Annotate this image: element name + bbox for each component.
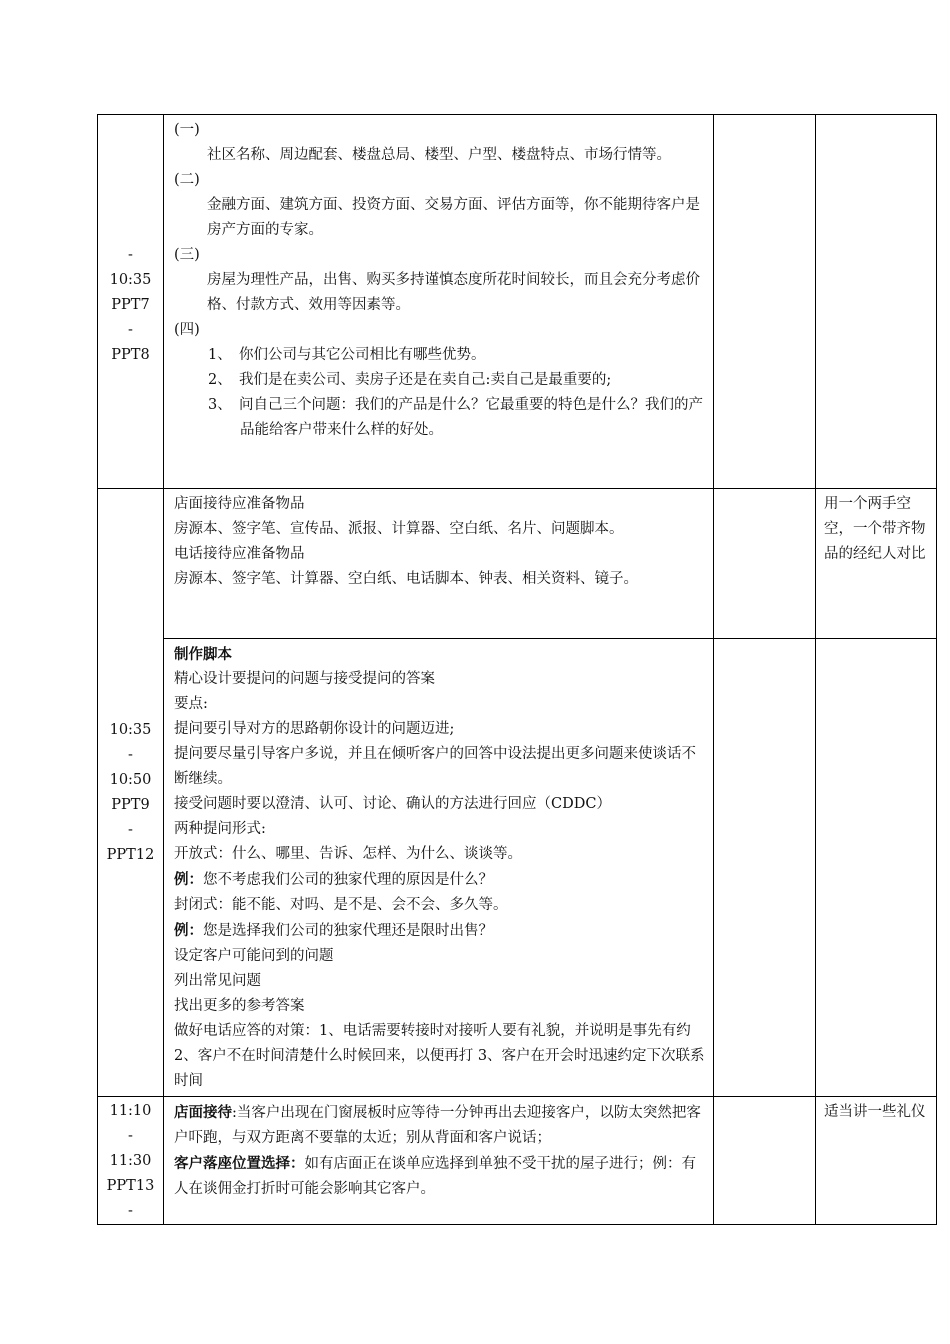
content-cell [164, 1097, 714, 1225]
content-line: 提问要引导对方的思路朝你设计的问题迈进; [174, 721, 455, 737]
content-line [174, 1151, 705, 1202]
time-line: 10:35 [109, 721, 152, 738]
empty-cell [714, 1097, 816, 1225]
content-line: 精心设计要提问的问题与接受提问的答案 [174, 671, 435, 687]
empty-cell [714, 489, 816, 639]
time-line: PPT9 [111, 796, 150, 813]
content-line: 列出常见问题 [174, 973, 261, 989]
note-cell [816, 639, 937, 1097]
list-item: 2、 我们是在卖公司、卖房子还是在卖自己:卖自己是最重要的; [208, 372, 612, 388]
time-cell [98, 1097, 164, 1225]
content-line: 封闭式：能不能、对吗、是不是、会不会、多久等。 [174, 897, 508, 913]
bold-label: 客户落座位置选择： [174, 1155, 305, 1172]
bold-label: 店面接待 [174, 1104, 232, 1121]
example-label: 例： [174, 871, 203, 888]
time-line: - [128, 746, 133, 763]
section-text: 社区名称、周边配套、楼盘总局、楼型、户型、楼盘特点、市场行情等。 [207, 147, 671, 163]
empty-cell [714, 639, 816, 1097]
time-line: - [128, 1128, 133, 1144]
content-line: 接受问题时要以澄清、认可、讨论、确认的方法进行回应（CDDC） [174, 796, 611, 812]
content-line: 房源本、签字笔、宣传品、派报、计算器、空白纸、名片、问题脚本。 [174, 521, 624, 537]
time-line: 10:50 [109, 771, 152, 788]
table-row [98, 639, 937, 1097]
time-line: PPT8 [111, 347, 150, 363]
section-text: 房屋为理性产品，出售、购买多持谨慎态度所花时间较长，而且会充分考虑价格、付款方式、效用等因素等。 [207, 272, 700, 313]
content-line: 开放式：什么、哪里、告诉、怎样、为什么、谈谈等。 [174, 846, 522, 862]
time-cell [98, 115, 164, 489]
section-heading: (四) [174, 322, 200, 338]
content-text: :当客户出现在门窗展板时应等待一分钟再出去迎接客户，以防太突然把客户吓跑，与双方距离不要靠的太近；别从背面和客户说话； [174, 1105, 701, 1146]
section-heading: (三) [174, 247, 200, 263]
time-cell [98, 489, 164, 1097]
section-text: 金融方面、建筑方面、投资方面、交易方面、评估方面等，你不能期待客户是房产方面的专家。 [207, 197, 700, 238]
section-heading: (二) [174, 172, 200, 188]
content-cell [164, 489, 714, 639]
content-line: 设定客户可能问到的问题 [174, 948, 334, 964]
content-line: 提问要尽量引导客户多说，并且在倾听客户的回答中设法提出更多问题来使谈话不断继续。 [174, 746, 696, 787]
content-text: 如有店面正在谈单应选择到单独不受干扰的屋子进行；例：有人在谈佣金打折时可能会影响其它客户。 [174, 1156, 696, 1197]
list-item: 3、 问自己三个问题：我们的产品是什么？它最重要的特色是什么？我们的产品能给客户带来什么样的好处。 [208, 397, 703, 438]
note-cell [816, 115, 937, 489]
content-line: 店面接待应准备物品 [174, 496, 305, 512]
example-text: 您不考虑我们公司的独家代理的原因是什么？ [203, 872, 493, 888]
time-line: PPT13 [106, 1178, 155, 1194]
section-title: 制作脚本 [174, 646, 232, 663]
time-line: 11:10 [109, 1103, 152, 1119]
time-line: - [128, 821, 133, 838]
time-line: PPT12 [106, 846, 155, 863]
content-line [174, 1100, 705, 1151]
content-cell [164, 115, 714, 489]
example-line [174, 918, 705, 944]
time-line: 10:35 [109, 272, 152, 288]
section-heading: (一) [174, 122, 200, 138]
time-line: PPT7 [111, 297, 150, 313]
table-row [98, 1097, 937, 1225]
note-cell [816, 489, 937, 639]
example-text: 您是选择我们公司的独家代理还是限时出售？ [203, 923, 493, 939]
content-line: 要点: [174, 696, 208, 712]
content-line: 做好电话应答的对策：1、电话需要转接时对接听人要有礼貌，并说明是事先有约 2、客户不在时间清楚什么时候回来，以便再打 3、客户在开会时迅速约定下次联系时间 [174, 1023, 705, 1089]
table-row [98, 115, 937, 489]
content-cell [164, 639, 714, 1097]
content-line: 两种提问形式: [174, 821, 266, 837]
content-line: 房源本、签字笔、计算器、空白纸、电话脚本、钟表、相关资料、镜子。 [174, 571, 638, 587]
example-line [174, 867, 705, 893]
content-line: 找出更多的参考答案 [174, 998, 305, 1014]
note-text: 用一个两手空空，一个带齐物品的经纪人对比 [824, 496, 926, 562]
note-text: 适当讲一些礼仪 [824, 1104, 926, 1120]
empty-cell [714, 115, 816, 489]
example-label: 例： [174, 922, 203, 939]
time-line: - [128, 322, 133, 338]
list-item: 1、 你们公司与其它公司相比有哪些优势。 [208, 347, 486, 363]
table-row [98, 489, 937, 639]
schedule-table [97, 114, 937, 1225]
time-line: - [128, 247, 133, 263]
content-line: 电话接待应准备物品 [174, 546, 305, 562]
time-line: 11:30 [109, 1153, 152, 1169]
note-cell [816, 1097, 937, 1225]
time-line: - [128, 1203, 133, 1219]
